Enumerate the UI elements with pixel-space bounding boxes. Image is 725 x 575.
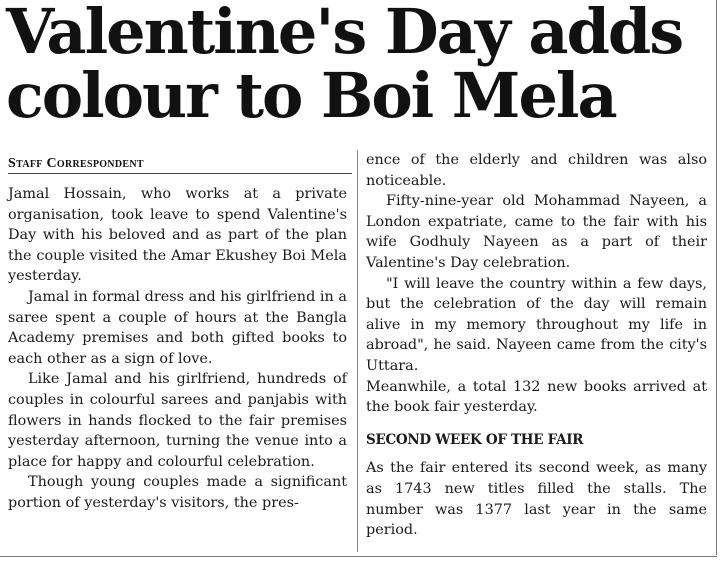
paragraph: Fifty-nine-year old Mohammad Nayeen, a London expatriate, came to the fair with his wife Godhuly Nayeen as a part of their Valentine's Day celebration. [366, 193, 707, 271]
paragraph: Jamal in formal dress and his girlfriend in a saree spent a couple of hours at the Bangla Academy premises and both gifted books to each other as a sign of love. [8, 288, 347, 367]
paragraph: Like Jamal and his girlfriend, hundreds of couples in colourful sarees and panjabis with flowers in hands flocked to the fair premises yesterday afternoon, turning the venue into a place for happy and colourful celebration. [8, 371, 347, 470]
headline [6, 0, 718, 132]
paragraph: ence of the elderly and children was also noticeable. [366, 152, 707, 189]
article-column-2 [366, 150, 707, 541]
paragraph: Jamal Hossain, who works at a private organisation, took leave to spend Valentine's Day with his beloved and as part of the plan the couple visited the Amar Ekushey Boi Mela yesterday. [8, 186, 347, 285]
headline-line-2: colour to Boi Mela [6, 59, 616, 132]
paragraph: "I will leave the country within a few days, but the celebration of the day will remain alive in my memory throughout my life in abroad", he said. Nayeen came from the city's Uttara. [366, 275, 707, 374]
subheading: SECOND WEEK OF THE FAIR [366, 431, 584, 448]
paragraph: Meanwhile, a total 132 new books arrived at the book fair yesterday. [366, 378, 707, 416]
paragraph: As the fair entered its second week, as many as 1743 new titles filled the stalls. The number was 1377 last year in the same period. [366, 460, 707, 539]
article-column-1 [8, 184, 347, 514]
headline-line-1: Valentine's Day adds [6, 0, 683, 68]
page-border-right [716, 0, 717, 555]
byline: Staff Correspondent [8, 156, 144, 171]
page-border-bottom [0, 556, 717, 557]
column-divider [357, 150, 358, 552]
paragraph: Though young couples made a significant portion of yesterday's visitors, the pres- [8, 474, 347, 511]
byline-rule [8, 173, 352, 174]
